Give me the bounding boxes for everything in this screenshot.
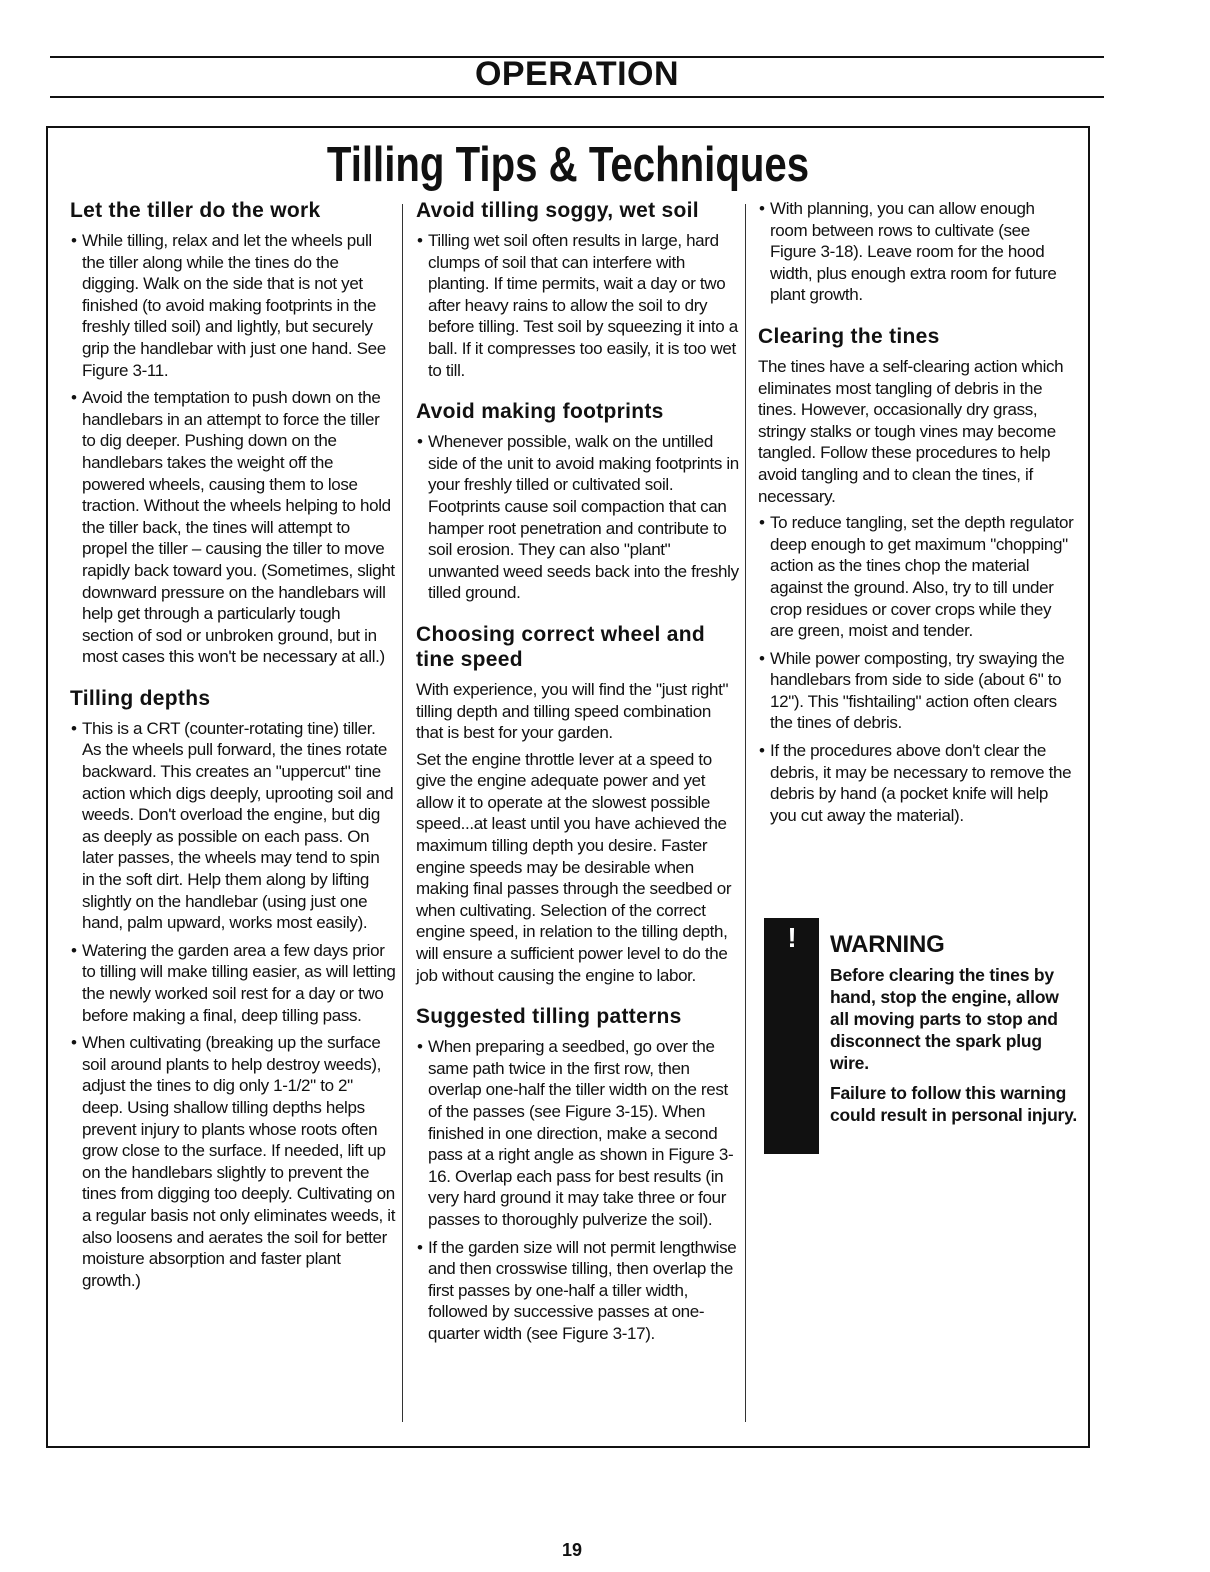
bullet-icon: • (71, 231, 77, 250)
list-item: • If the garden size will not permit lengthwise and then crosswise tilling, then overlap the first passes by one-half a tiller width, followed by successive passes at one-quarter width (see Figure 3-17). (417, 1237, 737, 1343)
page-title: Tilling Tips & Techniques (326, 138, 810, 192)
paragraph: With experience, you will find the "just right" tilling depth and tilling speed combination that is best for your garden. (416, 679, 729, 743)
bullet-list (416, 1036, 742, 1344)
list-item: • When preparing a seedbed, go over the same path twice in the first row, then overlap one-half the tiller width on the rest of the passes (see Figure 3-15). When finished in one direction, make a second pass at a right angle as shown in Figure 3-16. Overlap each pass for best results (in very hard ground it may take three or four passes to thoroughly pulverize the soil). (417, 1037, 734, 1229)
list-item: • This is a CRT (counter-rotating tine) tiller. As the wheels pull forward, the tines rotate backward. This creates an "uppercut" tine action which digs deeply, uprooting soil and weeds. Don't overload the engine, but dig as deeply as possible on each pass. On later passes, the wheels may tend to spin in the soft dirt. Help them along by lifting slightly on the handlebar (using just one hand, palm upward, works most easily). (71, 718, 394, 933)
column-3 (758, 198, 1074, 832)
warning-icon: ! (787, 922, 797, 953)
page-number: 19 (561, 1540, 583, 1560)
list-item: • When cultivating (breaking up the surface soil around plants to help destroy weeds), adjust the tines to dig only 1-1/2" to 2" deep. Using shallow tilling depths helps prevent injury to plants whose roots often grow close to the surface. If needed, lift up on the handlebars slightly to prevent the tines from digging too deeply. Cultivating on a regular basis not only eliminates weeds, it also loosens and aerates the soil for better moisture absorption and faster plant growth.) (71, 1033, 396, 1290)
warning-text: Before clearing the tines by hand, stop the engine, allow all moving parts to stop and disconnect the spark plug wire. (830, 965, 1059, 1073)
list-item: • Tilling wet soil often results in large, hard clumps of soil that can interfere with planting. If time permits, wait a day or two after heavy rains to allow the soil to dry before tilling. Test soil by squeezing it into a ball. If it compresses too easily, it is too wet to till. (417, 231, 738, 380)
bullet-icon: • (417, 231, 423, 250)
section-heading: Choosing correct wheel and tine speed (416, 622, 706, 671)
warning-text: Failure to follow this warning could result in personal injury. (830, 1083, 1078, 1125)
list-item: • Avoid the temptation to push down on the handlebars in an attempt to force the tiller to dig deeper. Pushing down on the handlebars takes the weight off the powered wheels, causing them to lose traction. Without the wheels helping to hold the tiller back, the tines will attempt to propel the tiller – causing the tiller to move rapidly back toward you. (Sometimes, slight downward pressure on the handlebars will help get through a particularly tough section of sod or unbroken ground, but in most cases this won't be necessary at all.) (71, 388, 395, 667)
section-heading: Avoid tilling soggy, wet soil (416, 199, 699, 222)
list-item: • Watering the garden area a few days prior to tilling will make tilling easier, as will letting the newly worked soil rest for a day or two before making a final, deep tilling pass. (71, 940, 396, 1025)
paragraph: The tines have a self-clearing action which eliminates most tangling of debris in the tines. However, occasionally dry grass, stringy stalks or tough vines may become tangled. Follow these procedures to help avoid tangling and to clean the tines, if necessary. (758, 356, 1064, 506)
header-rule-bottom (50, 96, 1104, 98)
bullet-list (758, 198, 1074, 306)
bullet-list (758, 512, 1074, 826)
column-divider (402, 204, 403, 1422)
warning-block (830, 930, 1080, 1134)
section-heading: Tilling depths (70, 686, 211, 710)
paragraph: Set the engine throttle lever at a speed to give the engine adequate power and yet allow it to operate at the slowest possible speed...at least until you have achieved the maximum tilling depth you desire. Faster engine speeds may be desirable when making final passes through the seedbed or when cultivating. Selection of the correct engine speed, in relation to the tilling depth, will ensure a sufficient power level to do the job without causing the engine to labor. (416, 749, 732, 985)
bullet-icon: • (71, 718, 77, 738)
warning-title: WARNING (830, 931, 945, 958)
bullet-icon: • (759, 648, 765, 668)
bullet-icon: • (71, 940, 77, 960)
section-heading: Avoid making footprints (416, 400, 664, 424)
bullet-list (70, 718, 396, 1291)
list-item: • While power composting, try swaying the handlebars from side to side (about 6" to 12"). This "fishtailing" action often clears the tines of debris. (759, 648, 1065, 733)
column-1 (70, 198, 396, 1297)
bullet-icon: • (759, 199, 765, 218)
section-heading: Clearing the tines (758, 324, 940, 348)
bullet-icon: • (71, 1033, 77, 1053)
bullet-icon: • (759, 741, 765, 761)
column-2 (416, 198, 742, 1351)
column-divider (745, 204, 746, 1422)
section-title: OPERATION (474, 55, 680, 93)
bullet-list (416, 230, 742, 381)
list-item: • If the procedures above don't clear the debris, it may be necessary to remove the debris by hand (a pocket knife will help you cut away the material). (759, 741, 1072, 825)
section-heading: Suggested tilling patterns (416, 1005, 682, 1029)
section-heading: Let the tiller do the work (70, 199, 321, 222)
bullet-icon: • (417, 1037, 423, 1057)
list-item: • While tilling, relax and let the wheels pull the tiller along while the tines do the digging. Walk on the side that is not yet finished (to avoid making footprints in the freshly tilled soil) and lightly, but securely grip the handlebar with just one hand. See Figure 3-11. (71, 231, 386, 380)
bullet-icon: • (759, 513, 765, 533)
bullet-icon: • (417, 432, 423, 452)
list-item: • Whenever possible, walk on the untilled side of the unit to avoid making footprints in your freshly tilled or cultivated soil. Footprints cause soil compaction that can hamper root penetration and contribute to soil erosion. They can also "plant" unwanted weed seeds back into the freshly tilled ground. (417, 432, 739, 603)
bullet-list (70, 230, 396, 668)
list-item: • To reduce tangling, set the depth regulator deep enough to get maximum "chopping" action as the tines chop the material against the ground. Also, try to till under crop residues or cover crops while they are green, moist and tender. (759, 513, 1074, 641)
bullet-icon: • (417, 1237, 423, 1257)
list-item: • With planning, you can allow enough room between rows to cultivate (see Figure 3-18). Leave room for the hood width, plus enough extra room for future plant growth. (759, 199, 1057, 305)
bullet-icon: • (71, 388, 77, 408)
bullet-list (416, 431, 742, 604)
